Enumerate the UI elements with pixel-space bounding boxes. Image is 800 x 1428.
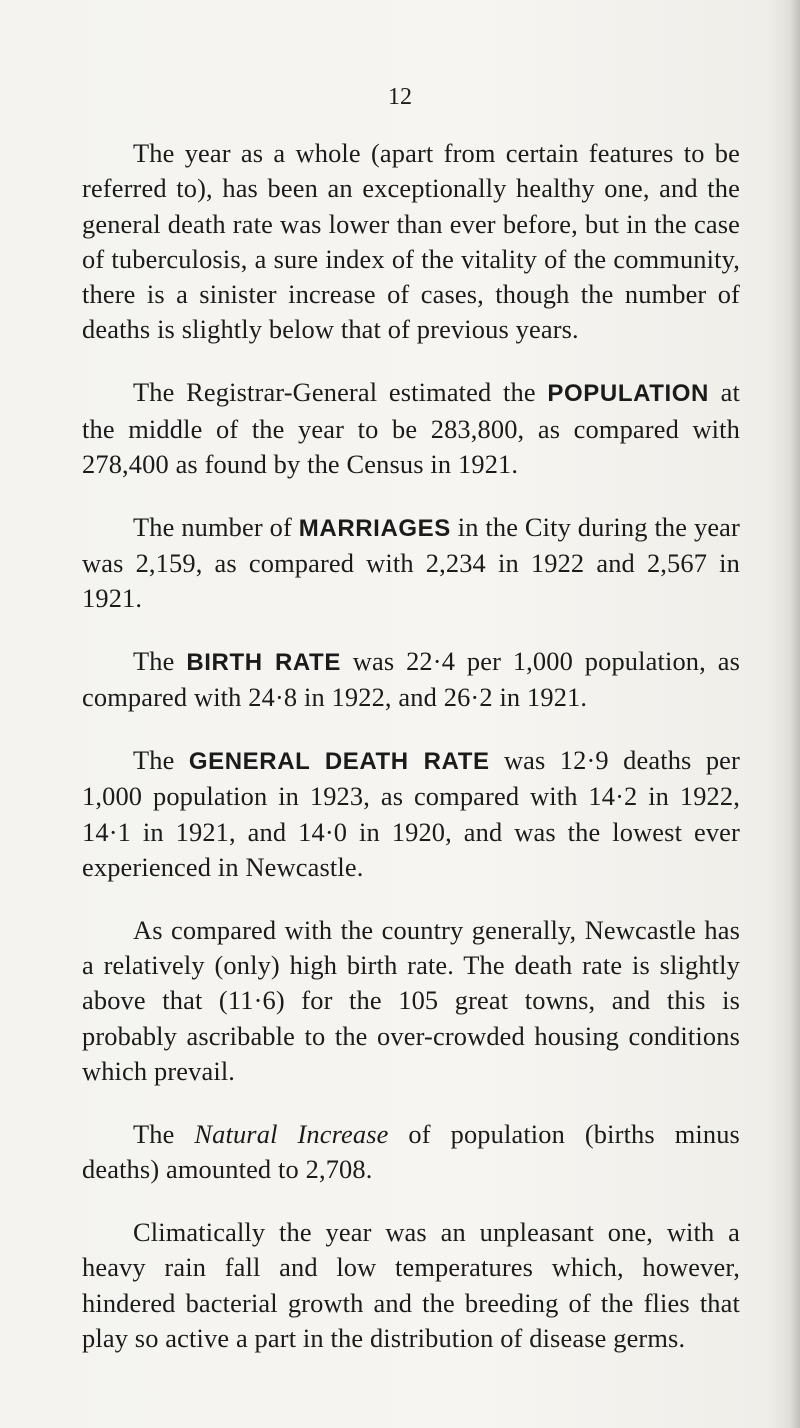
- paragraph-text: The Registrar-General estimated the: [133, 377, 548, 408]
- paragraph-general-health: The year as a whole (apart from certain features to be referred to), has been an exceptionally healthy one, and the general death rate was lower than ever before, but in the case of tuberculosis, a sure index of the vitality of the community, there is a sinister increase of cases, though the number of deaths is slightly below that of previous years.: [82, 138, 740, 345]
- paragraph-text: at the middle of the year to be 283,800, as compared with 278,400 as found by the Census in 1921.: [82, 377, 741, 479]
- paragraph-text: in the City during the year was 2,159, as compared with 2,234 in 1922 and 2,567 in 1921.: [82, 511, 740, 614]
- paragraph-text: was 12·9 deaths per 1,000 population in 1923, as compared with 14·2 in 1922, 14·1 in 1921, and 14·0 in 1920, and was the lowest ever experienced in Newcastle.: [82, 745, 740, 883]
- paragraph-death-rate: [82, 743, 740, 885]
- body-text: [82, 136, 740, 1384]
- section-heading-population: POPULATION: [547, 380, 709, 408]
- paragraph-text: was 22·4 per 1,000 population, as compared with 24·8 in 1922, and 26·2 in 1921.: [82, 646, 741, 713]
- paragraph-marriages: [82, 510, 740, 617]
- italic-term-natural-increase: Natural Increase: [194, 1118, 389, 1149]
- page-edge-shadow: [790, 0, 800, 1428]
- paragraph-climate: Climatically the year was an unpleasant one, with a heavy rain fall and low temperatures which, however, hindered bacterial growth and the breeding of the flies that play so active a part in the distribution of disease germs.: [82, 1216, 740, 1353]
- paragraph-text: The: [133, 646, 187, 677]
- paragraph-text: The: [133, 1118, 195, 1149]
- page-number: 12: [388, 84, 412, 110]
- paragraph-birth-rate: [82, 644, 740, 716]
- paragraph-population: [82, 375, 740, 482]
- paragraph-text: The number of: [133, 511, 299, 542]
- paragraph-text: of population (births minus deaths) amounted to 2,708.: [82, 1118, 740, 1185]
- section-heading-general-death-rate: GENERAL DEATH RATE: [188, 748, 490, 776]
- paragraph-natural-increase: [82, 1117, 740, 1188]
- section-heading-marriages: MARRIAGES: [298, 514, 451, 542]
- section-heading-birth-rate: BIRTH RATE: [186, 649, 341, 677]
- paragraph-text: The: [133, 745, 189, 776]
- paragraph-comparison: As compared with the country generally, Newcastle has a relatively (only) high birth rate. The death rate is slightly above that (11·6) for the 105 great towns, and this is probably ascribable to the over-crowded housing conditions which prevail.: [82, 914, 740, 1087]
